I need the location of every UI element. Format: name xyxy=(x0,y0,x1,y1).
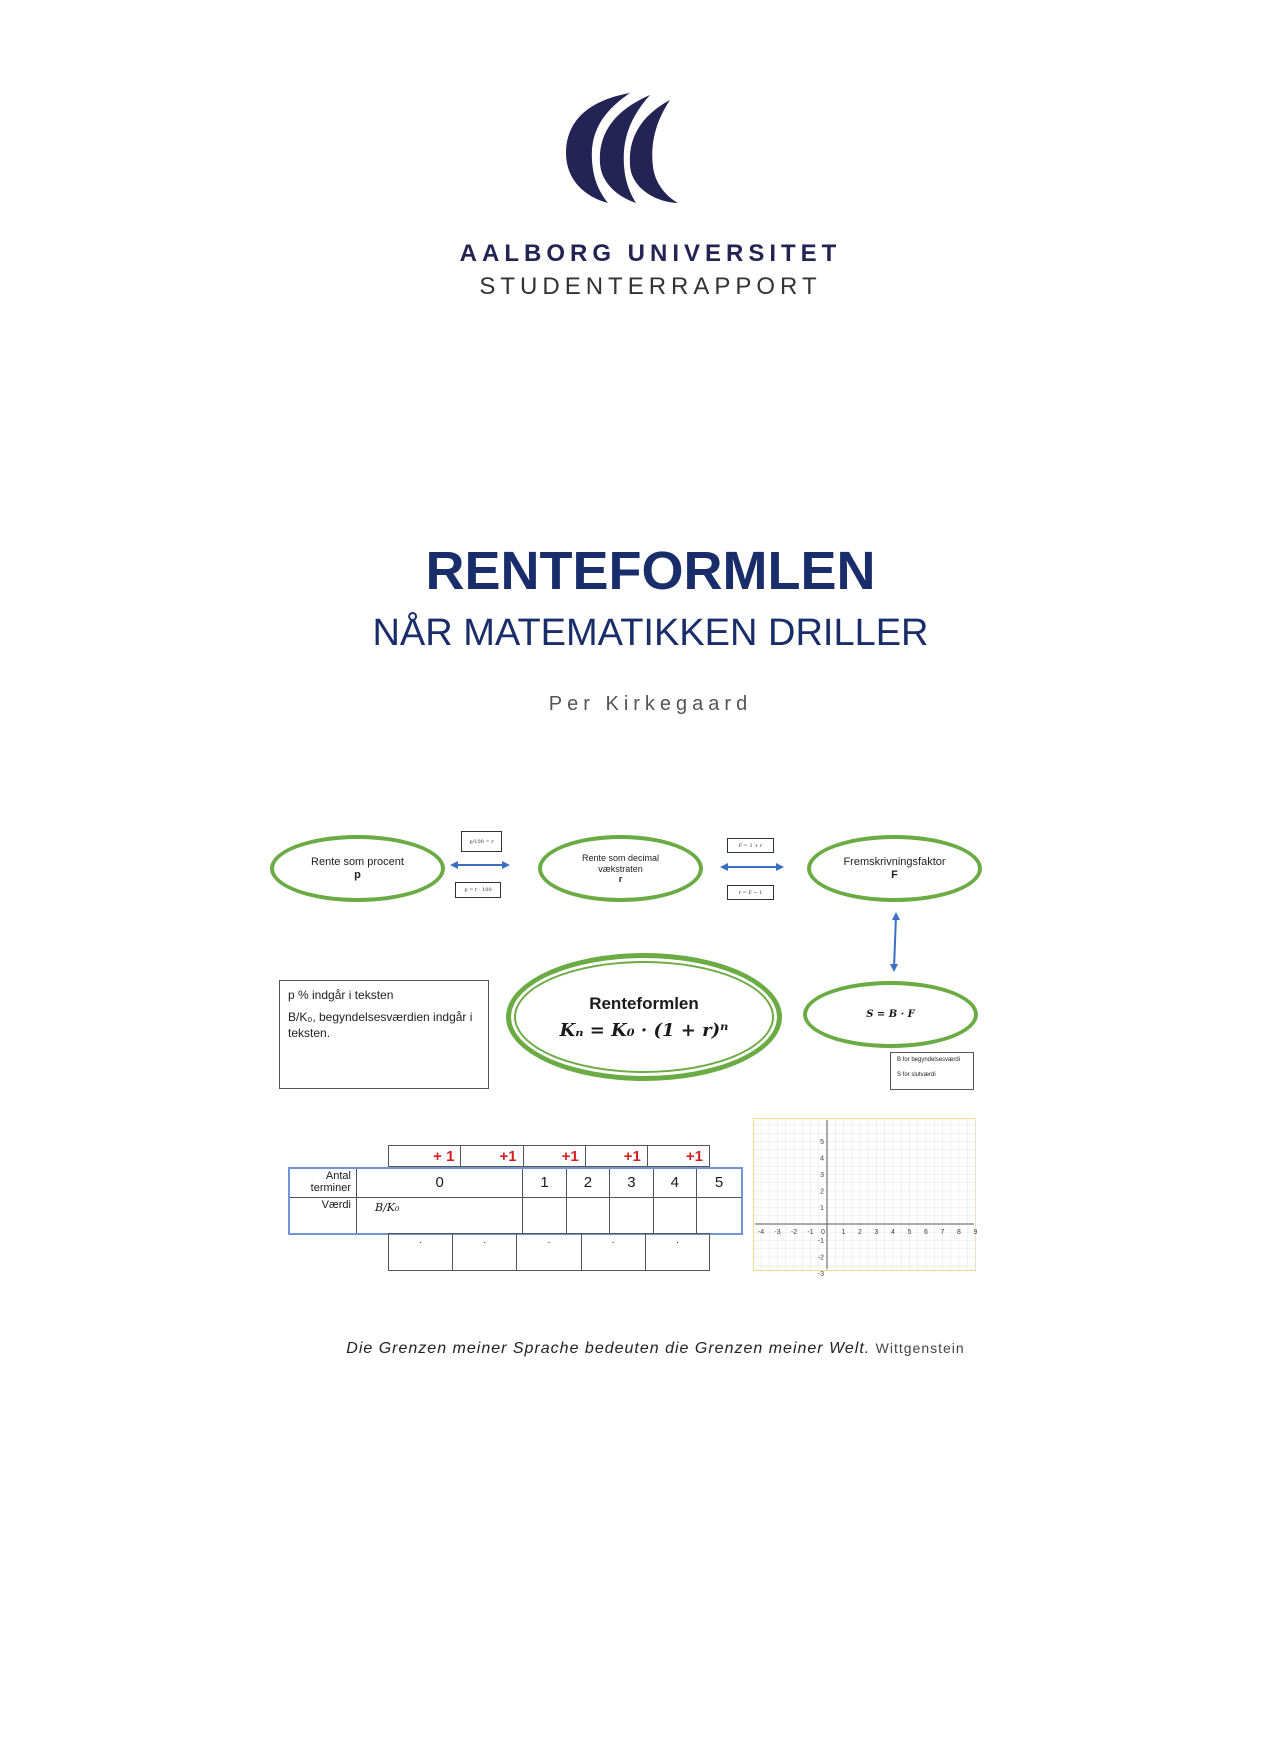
institution-name: AALBORG UNIVERSITET xyxy=(459,240,842,267)
y-tick-label: 1 xyxy=(820,1205,824,1212)
row-label-value: Værdi xyxy=(289,1197,357,1234)
coordinate-grid xyxy=(753,1118,978,1278)
r-to-p-box: p = r · 100 xyxy=(455,882,501,898)
final-value-formula: S = B · F xyxy=(866,1009,915,1020)
decimal-oval-label2: vækstraten xyxy=(598,863,643,874)
x-tick-label: 1 xyxy=(841,1229,846,1236)
formula-oval-formula: Kₙ = K₀ · (1 + r)ⁿ xyxy=(559,1019,729,1041)
x-tick-label: 7 xyxy=(940,1229,945,1236)
percent-oval-symbol: p xyxy=(354,868,361,881)
legend-line1: B for begyndelsesværdi xyxy=(897,1057,961,1063)
decimal-oval-symbol: r xyxy=(618,873,623,884)
decimal-oval-label1: Rente som decimal xyxy=(581,853,660,864)
increment-cell: +1 xyxy=(647,1146,709,1167)
final-value-oval xyxy=(803,981,978,1048)
value-cell xyxy=(523,1197,566,1234)
legend-line2: S for slutværdi xyxy=(897,1072,936,1078)
value-cell: B/K₀ xyxy=(357,1197,523,1234)
x-tick-label: -1 xyxy=(807,1229,814,1236)
author-name: Per Kirkegaard xyxy=(548,693,753,715)
x-tick-label: 6 xyxy=(924,1229,928,1236)
term-cell: 3 xyxy=(610,1168,653,1197)
lower-dot-table xyxy=(388,1233,710,1271)
term-table xyxy=(288,1167,743,1235)
increment-row-table xyxy=(388,1145,710,1167)
dot-cell: . xyxy=(389,1234,453,1271)
x-tick-label: 4 xyxy=(891,1229,895,1236)
increment-cell: +1 xyxy=(523,1146,585,1167)
info-line1: p % indgår i teksten xyxy=(288,988,394,1002)
x-tick-label: 9 xyxy=(973,1229,978,1236)
x-tick-label: -2 xyxy=(790,1229,798,1236)
value-cell xyxy=(697,1197,742,1234)
y-tick-label: -3 xyxy=(817,1271,824,1278)
factor-oval xyxy=(807,835,982,902)
formula-oval-label: Renteformlen xyxy=(589,993,699,1013)
double-arrow-left xyxy=(450,858,510,872)
increment-cell: +1 xyxy=(585,1146,647,1167)
row-label-terms: Antal terminer xyxy=(289,1168,357,1197)
term-cell: 5 xyxy=(697,1168,742,1197)
quote-text: Die Grenzen meiner Sprache bedeuten die Grenzen meiner Welt. xyxy=(346,1340,871,1357)
x-tick-label: 5 xyxy=(907,1229,912,1236)
y-tick-label: -1 xyxy=(817,1238,824,1245)
increment-cell: +1 xyxy=(461,1146,523,1167)
x-tick-label: 0 xyxy=(821,1229,825,1236)
value-cell xyxy=(610,1197,653,1234)
term-cell: 4 xyxy=(653,1168,696,1197)
report-type: STUDENTERRAPPORT xyxy=(479,273,822,300)
vertical-double-arrow xyxy=(888,912,904,972)
factor-oval-symbol: F xyxy=(891,868,898,881)
y-tick-label: -2 xyxy=(817,1254,824,1262)
decimal-oval xyxy=(538,835,703,902)
quote-source: Wittgenstein xyxy=(875,1340,965,1356)
percent-oval-label: Rente som procent xyxy=(311,856,404,869)
x-tick-label: -3 xyxy=(774,1229,781,1236)
y-tick-label: 5 xyxy=(820,1139,824,1146)
term-cell: 0 xyxy=(357,1168,523,1197)
dot-cell: . xyxy=(581,1234,645,1271)
aau-logo-emblem xyxy=(560,85,680,210)
legend-box xyxy=(890,1052,974,1090)
p-to-r-box: p/100 = r xyxy=(461,831,502,852)
y-tick-label: 4 xyxy=(820,1155,824,1163)
y-tick-label: 3 xyxy=(820,1172,824,1179)
term-cell: 2 xyxy=(566,1168,609,1197)
document-title: RENTEFORMLEN xyxy=(425,541,876,601)
document-subtitle: NÅR MATEMATIKKEN DRILLER xyxy=(372,612,929,654)
dot-cell: . xyxy=(453,1234,517,1271)
x-tick-label: 2 xyxy=(858,1229,862,1236)
info-line2: B/K₀, begyndelsesværdien indgår i teksten. xyxy=(288,1010,473,1041)
factor-oval-label: Fremskrivningsfaktor xyxy=(843,856,946,869)
epigraph xyxy=(0,1340,1276,1358)
y-tick-label: 2 xyxy=(820,1188,824,1196)
x-tick-label: 3 xyxy=(874,1229,879,1236)
double-arrow-right xyxy=(720,860,784,874)
increment-cell: + 1 xyxy=(389,1146,461,1167)
x-tick-label: -4 xyxy=(757,1229,765,1236)
F-to-r-box: r = F − 1 xyxy=(727,885,774,900)
value-cell xyxy=(566,1197,609,1234)
info-box xyxy=(279,980,489,1089)
x-tick-label: 8 xyxy=(957,1229,961,1236)
formula-oval xyxy=(506,953,782,1081)
dot-cell: . xyxy=(645,1234,709,1271)
value-cell xyxy=(653,1197,696,1234)
dot-cell: . xyxy=(517,1234,581,1271)
r-to-F-box: F = 1 + r xyxy=(727,838,774,853)
term-cell: 1 xyxy=(523,1168,566,1197)
percent-oval xyxy=(270,835,445,902)
